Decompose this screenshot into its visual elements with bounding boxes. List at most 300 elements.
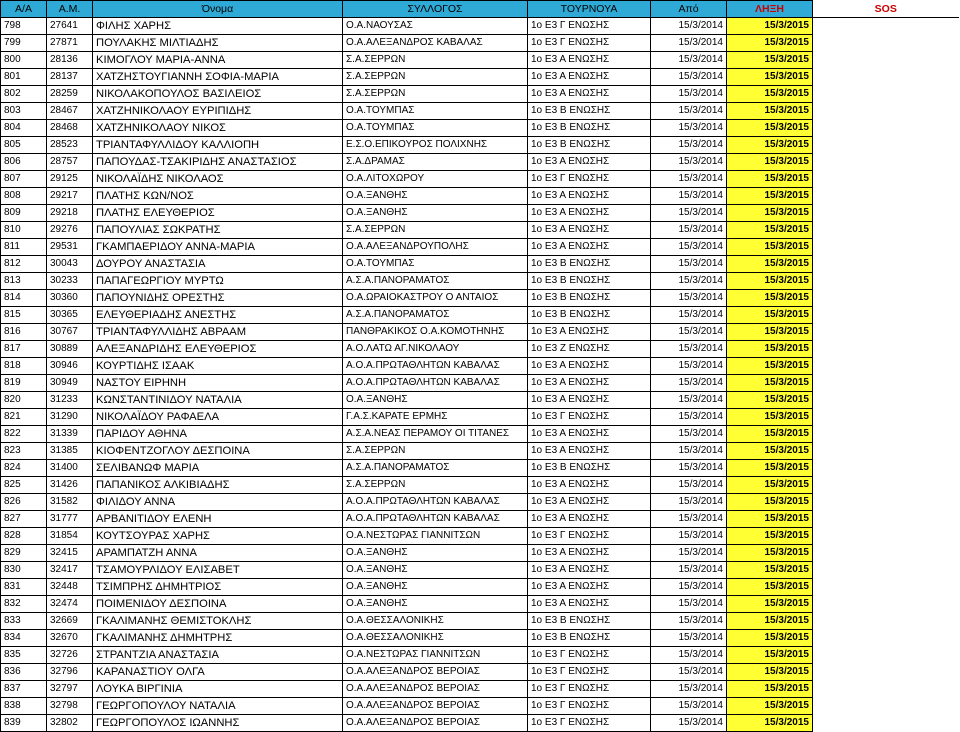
cell-aa: 815 xyxy=(1,307,47,324)
cell-from: 15/3/2014 xyxy=(651,137,727,154)
cell-name: ΓΚΑΛΙΜΑΝΗΣ ΔΗΜΗΤΡΗΣ xyxy=(93,630,343,647)
cell-expiry: 15/3/2015 xyxy=(727,528,813,545)
table-row xyxy=(1,443,959,460)
cell-aa: 838 xyxy=(1,698,47,715)
cell-am: 30889 xyxy=(47,341,93,358)
cell-club: Σ.Α.ΣΕΡΡΩΝ xyxy=(343,222,528,239)
cell-tournament: 1ο Ε3 Α ΕΝΩΣΗΣ xyxy=(528,69,651,86)
cell-name: ΧΑΤΖΗΝΙΚΟΛΑΟΥ ΝΙΚΟΣ xyxy=(93,120,343,137)
cell-tournament: 1ο Ε3 Β ΕΝΩΣΗΣ xyxy=(528,273,651,290)
cell-am: 28757 xyxy=(47,154,93,171)
cell-tournament: 1ο Ε3 Α ΕΝΩΣΗΣ xyxy=(528,222,651,239)
cell-from: 15/3/2014 xyxy=(651,324,727,341)
cell-club: Ο.Α.ΤΟΥΜΠΑΣ xyxy=(343,256,528,273)
table-row xyxy=(1,375,959,392)
cell-from: 15/3/2014 xyxy=(651,290,727,307)
cell-tournament: 1ο Ε3 Α ΕΝΩΣΗΣ xyxy=(528,154,651,171)
table-row xyxy=(1,358,959,375)
cell-aa: 834 xyxy=(1,630,47,647)
cell-am: 32798 xyxy=(47,698,93,715)
cell-name: ΠΑΠΟΥΛΙΑΣ ΣΩΚΡΑΤΗΣ xyxy=(93,222,343,239)
cell-name: ΝΙΚΟΛΑΚΟΠΟΥΛΟΣ ΒΑΣΙΛΕΙΟΣ xyxy=(93,86,343,103)
cell-from: 15/3/2014 xyxy=(651,307,727,324)
cell-from: 15/3/2014 xyxy=(651,681,727,698)
cell-expiry: 15/3/2015 xyxy=(727,681,813,698)
cell-tournament: 1ο Ε3 Α ΕΝΩΣΗΣ xyxy=(528,511,651,528)
cell-tournament: 1ο Ε3 Γ ΕΝΩΣΗΣ xyxy=(528,698,651,715)
cell-aa: 820 xyxy=(1,392,47,409)
table-row xyxy=(1,52,959,69)
cell-expiry: 15/3/2015 xyxy=(727,103,813,120)
cell-sos xyxy=(813,715,959,732)
cell-expiry: 15/3/2015 xyxy=(727,120,813,137)
cell-expiry: 15/3/2015 xyxy=(727,392,813,409)
cell-from: 15/3/2014 xyxy=(651,579,727,596)
cell-from: 15/3/2014 xyxy=(651,154,727,171)
cell-sos xyxy=(813,256,959,273)
cell-from: 15/3/2014 xyxy=(651,188,727,205)
cell-from: 15/3/2014 xyxy=(651,103,727,120)
cell-am: 30365 xyxy=(47,307,93,324)
cell-sos xyxy=(813,681,959,698)
table-row xyxy=(1,630,959,647)
cell-am: 32415 xyxy=(47,545,93,562)
cell-sos xyxy=(813,443,959,460)
cell-club: Ο.Α.ΞΑΝΘΗΣ xyxy=(343,205,528,222)
cell-aa: 800 xyxy=(1,52,47,69)
cell-from: 15/3/2014 xyxy=(651,477,727,494)
cell-aa: 809 xyxy=(1,205,47,222)
cell-tournament: 1ο Ε3 Β ΕΝΩΣΗΣ xyxy=(528,613,651,630)
table-row xyxy=(1,18,959,35)
cell-aa: 833 xyxy=(1,613,47,630)
cell-name: ΦΙΛΙΔΟΥ ΑΝΝΑ xyxy=(93,494,343,511)
table-row xyxy=(1,154,959,171)
cell-aa: 810 xyxy=(1,222,47,239)
cell-tournament: 1ο Ε3 Α ΕΝΩΣΗΣ xyxy=(528,443,651,460)
cell-expiry: 15/3/2015 xyxy=(727,52,813,69)
table-row xyxy=(1,324,959,341)
cell-club: Σ.Α.ΔΡΑΜΑΣ xyxy=(343,154,528,171)
cell-expiry: 15/3/2015 xyxy=(727,579,813,596)
cell-sos xyxy=(813,528,959,545)
cell-name: ΚΩΝΣΤΑΝΤΙΝΙΔΟΥ ΝΑΤΑΛΙΑ xyxy=(93,392,343,409)
cell-name: ΠΟΥΛΑΚΗΣ ΜΙΛΤΙΑΔΗΣ xyxy=(93,35,343,52)
table-row xyxy=(1,171,959,188)
table-row xyxy=(1,681,959,698)
cell-aa: 806 xyxy=(1,154,47,171)
cell-club: Α.Σ.Α.ΠΑΝΟΡΑΜΑΤΟΣ xyxy=(343,460,528,477)
cell-club: Ο.Α.ΝΕΣΤΩΡΑΣ ΓΙΑΝΝΙΤΣΩΝ xyxy=(343,528,528,545)
cell-tournament: 1ο Ε3 Α ΕΝΩΣΗΣ xyxy=(528,596,651,613)
cell-name: ΝΑΣΤΟΥ ΕΙΡΗΝΗ xyxy=(93,375,343,392)
cell-from: 15/3/2014 xyxy=(651,222,727,239)
cell-club: Ο.Α.ΞΑΝΘΗΣ xyxy=(343,562,528,579)
cell-name: ΤΣΑΜΟΥΡΛΙΔΟΥ ΕΛΙΣΑΒΕΤ xyxy=(93,562,343,579)
table-row xyxy=(1,239,959,256)
cell-sos xyxy=(813,647,959,664)
cell-expiry: 15/3/2015 xyxy=(727,664,813,681)
cell-aa: 816 xyxy=(1,324,47,341)
cell-aa: 813 xyxy=(1,273,47,290)
cell-club: Ο.Α.ΑΛΕΞΑΝΔΡΟΣ ΒΕΡΟΙΑΣ xyxy=(343,715,528,732)
cell-aa: 805 xyxy=(1,137,47,154)
cell-expiry: 15/3/2015 xyxy=(727,494,813,511)
table-row xyxy=(1,103,959,120)
cell-tournament: 1ο Ε3 Γ ΕΝΩΣΗΣ xyxy=(528,528,651,545)
cell-club: Ο.Α.ΑΛΕΞΑΝΔΡΟΥΠΟΛΗΣ xyxy=(343,239,528,256)
cell-expiry: 15/3/2015 xyxy=(727,154,813,171)
cell-from: 15/3/2014 xyxy=(651,239,727,256)
table-row xyxy=(1,613,959,630)
cell-aa: 822 xyxy=(1,426,47,443)
cell-aa: 823 xyxy=(1,443,47,460)
cell-name: ΠΑΠΟΥΔΑΣ-ΤΣΑΚΙΡΙΔΗΣ ΑΝΑΣΤΑΣΙΟΣ xyxy=(93,154,343,171)
table-row xyxy=(1,69,959,86)
cell-expiry: 15/3/2015 xyxy=(727,18,813,35)
cell-tournament: 1ο Ε3 Β ΕΝΩΣΗΣ xyxy=(528,137,651,154)
cell-tournament: 1ο Ε3 Γ ΕΝΩΣΗΣ xyxy=(528,664,651,681)
cell-am: 30946 xyxy=(47,358,93,375)
cell-sos xyxy=(813,69,959,86)
cell-tournament: 1ο Ε3 Α ΕΝΩΣΗΣ xyxy=(528,545,651,562)
table-row xyxy=(1,477,959,494)
cell-aa: 837 xyxy=(1,681,47,698)
cell-aa: 835 xyxy=(1,647,47,664)
cell-name: ΓΚΑΜΠΑΕΡΙΔΟΥ ΑΝΝΑ-ΜΑΡΙΑ xyxy=(93,239,343,256)
cell-name: ΠΑΡΙΔΟΥ ΑΘΗΝΑ xyxy=(93,426,343,443)
cell-expiry: 15/3/2015 xyxy=(727,205,813,222)
cell-tournament: 1ο Ε3 Α ΕΝΩΣΗΣ xyxy=(528,358,651,375)
cell-am: 30360 xyxy=(47,290,93,307)
cell-from: 15/3/2014 xyxy=(651,120,727,137)
cell-sos xyxy=(813,307,959,324)
cell-expiry: 15/3/2015 xyxy=(727,171,813,188)
col-header-sos: SOS xyxy=(813,1,959,18)
cell-expiry: 15/3/2015 xyxy=(727,562,813,579)
cell-name: ΠΛΑΤΗΣ ΕΛΕΥΘΕΡΙΟΣ xyxy=(93,205,343,222)
cell-club: Ο.Α.ΘΕΣΣΑΛΟΝΙΚΗΣ xyxy=(343,613,528,630)
cell-sos xyxy=(813,341,959,358)
table-row xyxy=(1,392,959,409)
cell-club: Ε.Σ.Ο.ΕΠΙΚΟΥΡΟΣ ΠΟΛΙΧΝΗΣ xyxy=(343,137,528,154)
cell-from: 15/3/2014 xyxy=(651,562,727,579)
table-row xyxy=(1,290,959,307)
cell-am: 32448 xyxy=(47,579,93,596)
cell-am: 31290 xyxy=(47,409,93,426)
cell-sos xyxy=(813,460,959,477)
cell-club: Α.Ο.Α.ΠΡΩΤΑΘΛΗΤΩΝ ΚΑΒΑΛΑΣ xyxy=(343,375,528,392)
cell-sos xyxy=(813,154,959,171)
cell-am: 29276 xyxy=(47,222,93,239)
col-header-aa: Α/Α xyxy=(1,1,47,18)
cell-club: Ο.Α.ΤΟΥΜΠΑΣ xyxy=(343,120,528,137)
table-row xyxy=(1,494,959,511)
cell-from: 15/3/2014 xyxy=(651,460,727,477)
cell-from: 15/3/2014 xyxy=(651,35,727,52)
cell-am: 31233 xyxy=(47,392,93,409)
cell-sos xyxy=(813,409,959,426)
cell-name: ΑΡΒΑΝΙΤΙΔΟΥ ΕΛΕΝΗ xyxy=(93,511,343,528)
cell-sos xyxy=(813,596,959,613)
cell-am: 32669 xyxy=(47,613,93,630)
cell-am: 28523 xyxy=(47,137,93,154)
cell-name: ΠΑΠΑΓΕΩΡΓΙΟΥ ΜΥΡΤΩ xyxy=(93,273,343,290)
cell-am: 27871 xyxy=(47,35,93,52)
cell-name: ΚΟΥΡΤΙΔΗΣ ΙΣΑΑΚ xyxy=(93,358,343,375)
table-row xyxy=(1,256,959,273)
col-header-am: Α.Μ. xyxy=(47,1,93,18)
col-header-expiry: ΛΗΞΗ xyxy=(727,1,813,18)
cell-aa: 832 xyxy=(1,596,47,613)
cell-club: Σ.Α.ΣΕΡΡΩΝ xyxy=(343,52,528,69)
cell-sos xyxy=(813,698,959,715)
cell-tournament: 1ο Ε3 Γ ΕΝΩΣΗΣ xyxy=(528,681,651,698)
cell-am: 28137 xyxy=(47,69,93,86)
cell-am: 30949 xyxy=(47,375,93,392)
cell-aa: 807 xyxy=(1,171,47,188)
cell-tournament: 1ο Ε3 Α ΕΝΩΣΗΣ xyxy=(528,579,651,596)
cell-name: ΛΟΥΚΑ ΒΙΡΓΙΝΙΑ xyxy=(93,681,343,698)
cell-sos xyxy=(813,494,959,511)
cell-expiry: 15/3/2015 xyxy=(727,290,813,307)
cell-name: ΠΟΙΜΕΝΙΔΟΥ ΔΕΣΠΟΙΝΑ xyxy=(93,596,343,613)
cell-aa: 825 xyxy=(1,477,47,494)
cell-expiry: 15/3/2015 xyxy=(727,86,813,103)
cell-name: ΤΡΙΑΝΤΑΦΥΛΛΙΔΟΥ ΚΑΛΛΙΟΠΗ xyxy=(93,137,343,154)
cell-name: ΝΙΚΟΛΑΪΔΗΣ ΝΙΚΟΛΑΟΣ xyxy=(93,171,343,188)
cell-from: 15/3/2014 xyxy=(651,52,727,69)
cell-from: 15/3/2014 xyxy=(651,69,727,86)
cell-club: Ο.Α.ΝΑΟΥΣΑΣ xyxy=(343,18,528,35)
cell-sos xyxy=(813,103,959,120)
cell-am: 28468 xyxy=(47,120,93,137)
cell-name: ΧΑΤΖΗΝΙΚΟΛΑΟΥ ΕΥΡΙΠΙΔΗΣ xyxy=(93,103,343,120)
cell-am: 29217 xyxy=(47,188,93,205)
table-row xyxy=(1,409,959,426)
cell-name: ΓΕΩΡΓΟΠΟΥΛΟΣ ΙΩΑΝΝΗΣ xyxy=(93,715,343,732)
cell-from: 15/3/2014 xyxy=(651,273,727,290)
cell-sos xyxy=(813,511,959,528)
cell-tournament: 1ο Ε3 Α ΕΝΩΣΗΣ xyxy=(528,494,651,511)
cell-club: Ο.Α.ΑΛΕΞΑΝΔΡΟΣ ΒΕΡΟΙΑΣ xyxy=(343,664,528,681)
cell-club: Σ.Α.ΣΕΡΡΩΝ xyxy=(343,477,528,494)
cell-name: ΧΑΤΖΗΣΤΟΥΓΙΑΝΝΗ ΣΟΦΙΑ-ΜΑΡΙΑ xyxy=(93,69,343,86)
cell-am: 32417 xyxy=(47,562,93,579)
cell-from: 15/3/2014 xyxy=(651,205,727,222)
cell-am: 30043 xyxy=(47,256,93,273)
cell-aa: 818 xyxy=(1,358,47,375)
cell-aa: 801 xyxy=(1,69,47,86)
cell-tournament: 1ο Ε3 Α ΕΝΩΣΗΣ xyxy=(528,477,651,494)
cell-sos xyxy=(813,613,959,630)
cell-aa: 828 xyxy=(1,528,47,545)
cell-tournament: 1ο Ε3 Γ ΕΝΩΣΗΣ xyxy=(528,715,651,732)
cell-expiry: 15/3/2015 xyxy=(727,409,813,426)
cell-club: Ο.Α.ΩΡΑΙΟΚΑΣΤΡΟΥ Ο ΑΝΤΑΙΟΣ xyxy=(343,290,528,307)
table-row xyxy=(1,647,959,664)
cell-from: 15/3/2014 xyxy=(651,630,727,647)
cell-aa: 817 xyxy=(1,341,47,358)
cell-am: 29531 xyxy=(47,239,93,256)
cell-tournament: 1ο Ε3 Β ΕΝΩΣΗΣ xyxy=(528,120,651,137)
cell-name: ΝΙΚΟΛΑΪΔΟΥ ΡΑΦΑΕΛΑ xyxy=(93,409,343,426)
table-row xyxy=(1,205,959,222)
cell-name: ΣΕΛΙΒΑΝΩΦ ΜΑΡΙΑ xyxy=(93,460,343,477)
cell-expiry: 15/3/2015 xyxy=(727,443,813,460)
cell-club: Ο.Α.ΞΑΝΘΗΣ xyxy=(343,392,528,409)
cell-from: 15/3/2014 xyxy=(651,511,727,528)
table-row xyxy=(1,460,959,477)
cell-am: 32474 xyxy=(47,596,93,613)
cell-am: 32726 xyxy=(47,647,93,664)
cell-club: Ο.Α.ΛΙΤΟΧΩΡΟΥ xyxy=(343,171,528,188)
cell-expiry: 15/3/2015 xyxy=(727,375,813,392)
cell-aa: 811 xyxy=(1,239,47,256)
table-row xyxy=(1,341,959,358)
cell-sos xyxy=(813,171,959,188)
cell-expiry: 15/3/2015 xyxy=(727,698,813,715)
cell-sos xyxy=(813,375,959,392)
cell-aa: 836 xyxy=(1,664,47,681)
table-row xyxy=(1,698,959,715)
cell-club: Ο.Α.ΑΛΕΞΑΝΔΡΟΣ ΚΑΒΑΛΑΣ xyxy=(343,35,528,52)
cell-from: 15/3/2014 xyxy=(651,528,727,545)
cell-am: 31854 xyxy=(47,528,93,545)
cell-expiry: 15/3/2015 xyxy=(727,188,813,205)
cell-name: ΣΤΡΑΝΤΖΙΑ ΑΝΑΣΤΑΣΙΑ xyxy=(93,647,343,664)
cell-from: 15/3/2014 xyxy=(651,715,727,732)
cell-aa: 826 xyxy=(1,494,47,511)
table-row xyxy=(1,511,959,528)
cell-name: ΠΑΠΑΝΙΚΟΣ ΑΛΚΙΒΙΑΔΗΣ xyxy=(93,477,343,494)
table-row xyxy=(1,528,959,545)
cell-from: 15/3/2014 xyxy=(651,341,727,358)
cell-tournament: 1ο Ε3 Α ΕΝΩΣΗΣ xyxy=(528,205,651,222)
cell-am: 28259 xyxy=(47,86,93,103)
cell-expiry: 15/3/2015 xyxy=(727,358,813,375)
cell-from: 15/3/2014 xyxy=(651,426,727,443)
cell-tournament: 1ο Ε3 Α ΕΝΩΣΗΣ xyxy=(528,375,651,392)
cell-aa: 814 xyxy=(1,290,47,307)
cell-sos xyxy=(813,358,959,375)
cell-am: 31426 xyxy=(47,477,93,494)
cell-am: 32670 xyxy=(47,630,93,647)
cell-tournament: 1ο Ε3 Β ΕΝΩΣΗΣ xyxy=(528,290,651,307)
cell-from: 15/3/2014 xyxy=(651,494,727,511)
cell-aa: 821 xyxy=(1,409,47,426)
cell-am: 32796 xyxy=(47,664,93,681)
cell-from: 15/3/2014 xyxy=(651,443,727,460)
cell-tournament: 1ο Ε3 Α ΕΝΩΣΗΣ xyxy=(528,86,651,103)
cell-from: 15/3/2014 xyxy=(651,613,727,630)
table-row xyxy=(1,426,959,443)
cell-name: ΑΡΑΜΠΑΤΖΗ ΑΝΝΑ xyxy=(93,545,343,562)
cell-from: 15/3/2014 xyxy=(651,596,727,613)
cell-expiry: 15/3/2015 xyxy=(727,222,813,239)
cell-expiry: 15/3/2015 xyxy=(727,477,813,494)
cell-tournament: 1ο Ε3 Α ΕΝΩΣΗΣ xyxy=(528,188,651,205)
cell-aa: 824 xyxy=(1,460,47,477)
cell-aa: 802 xyxy=(1,86,47,103)
cell-sos xyxy=(813,35,959,52)
cell-aa: 808 xyxy=(1,188,47,205)
cell-club: Ο.Α.ΘΕΣΣΑΛΟΝΙΚΗΣ xyxy=(343,630,528,647)
cell-name: ΔΟΥΡΟΥ ΑΝΑΣΤΑΣΙΑ xyxy=(93,256,343,273)
table-row xyxy=(1,86,959,103)
cell-aa: 819 xyxy=(1,375,47,392)
cell-club: Γ.Α.Σ.ΚΑΡΑΤΕ ΕΡΜΗΣ xyxy=(343,409,528,426)
cell-expiry: 15/3/2015 xyxy=(727,137,813,154)
cell-sos xyxy=(813,205,959,222)
cell-sos xyxy=(813,324,959,341)
cell-club: Ο.Α.ΞΑΝΘΗΣ xyxy=(343,545,528,562)
table-row xyxy=(1,120,959,137)
cell-club: Ο.Α.ΞΑΝΘΗΣ xyxy=(343,579,528,596)
cell-sos xyxy=(813,273,959,290)
cell-club: Σ.Α.ΣΕΡΡΩΝ xyxy=(343,69,528,86)
cell-sos xyxy=(813,664,959,681)
cell-tournament: 1ο Ε3 Β ΕΝΩΣΗΣ xyxy=(528,103,651,120)
table-row xyxy=(1,596,959,613)
cell-name: ΠΑΠΟΥΝΙΔΗΣ ΟΡΕΣΤΗΣ xyxy=(93,290,343,307)
cell-name: ΚΙΟΦΕΝΤΖΟΓΛΟΥ ΔΕΣΠΟΙΝΑ xyxy=(93,443,343,460)
cell-am: 31582 xyxy=(47,494,93,511)
cell-club: Σ.Α.ΣΕΡΡΩΝ xyxy=(343,86,528,103)
cell-am: 27641 xyxy=(47,18,93,35)
cell-from: 15/3/2014 xyxy=(651,256,727,273)
cell-name: ΤΡΙΑΝΤΑΦΥΛΛΙΔΗΣ ΑΒΡΑΑΜ xyxy=(93,324,343,341)
cell-expiry: 15/3/2015 xyxy=(727,613,813,630)
col-header-name: Όνομα xyxy=(93,1,343,18)
cell-expiry: 15/3/2015 xyxy=(727,69,813,86)
table-row xyxy=(1,715,959,732)
cell-name: ΚΟΥΤΣΟΥΡΑΣ ΧΑΡΗΣ xyxy=(93,528,343,545)
cell-name: ΑΛΕΞΑΝΔΡΙΔΗΣ ΕΛΕΥΘΕΡΙΟΣ xyxy=(93,341,343,358)
cell-tournament: 1ο Ε3 Α ΕΝΩΣΗΣ xyxy=(528,239,651,256)
cell-am: 29218 xyxy=(47,205,93,222)
cell-aa: 804 xyxy=(1,120,47,137)
cell-aa: 830 xyxy=(1,562,47,579)
cell-tournament: 1ο Ε3 Γ ΕΝΩΣΗΣ xyxy=(528,409,651,426)
cell-from: 15/3/2014 xyxy=(651,409,727,426)
cell-club: Σ.Α.ΣΕΡΡΩΝ xyxy=(343,443,528,460)
cell-from: 15/3/2014 xyxy=(651,647,727,664)
cell-club: Α.Ο.ΛΑΤΩ ΑΓ.ΝΙΚΟΛΑΟΥ xyxy=(343,341,528,358)
cell-sos xyxy=(813,86,959,103)
cell-name: ΚΙΜΟΓΛΟΥ ΜΑΡΙΑ-ΑΝΝΑ xyxy=(93,52,343,69)
cell-tournament: 1ο Ε3 Β ΕΝΩΣΗΣ xyxy=(528,630,651,647)
cell-from: 15/3/2014 xyxy=(651,664,727,681)
cell-sos xyxy=(813,18,959,35)
cell-expiry: 15/3/2015 xyxy=(727,596,813,613)
cell-expiry: 15/3/2015 xyxy=(727,307,813,324)
cell-from: 15/3/2014 xyxy=(651,545,727,562)
cell-am: 32802 xyxy=(47,715,93,732)
cell-expiry: 15/3/2015 xyxy=(727,426,813,443)
col-header-club: ΣΥΛΛΟΓΟΣ xyxy=(343,1,528,18)
cell-am: 31385 xyxy=(47,443,93,460)
cell-expiry: 15/3/2015 xyxy=(727,341,813,358)
cell-club: Α.Ο.Α.ΠΡΩΤΑΘΛΗΤΩΝ ΚΑΒΑΛΑΣ xyxy=(343,358,528,375)
table-row xyxy=(1,307,959,324)
cell-sos xyxy=(813,630,959,647)
table-row xyxy=(1,579,959,596)
cell-from: 15/3/2014 xyxy=(651,171,727,188)
cell-from: 15/3/2014 xyxy=(651,18,727,35)
cell-expiry: 15/3/2015 xyxy=(727,35,813,52)
cell-sos xyxy=(813,477,959,494)
